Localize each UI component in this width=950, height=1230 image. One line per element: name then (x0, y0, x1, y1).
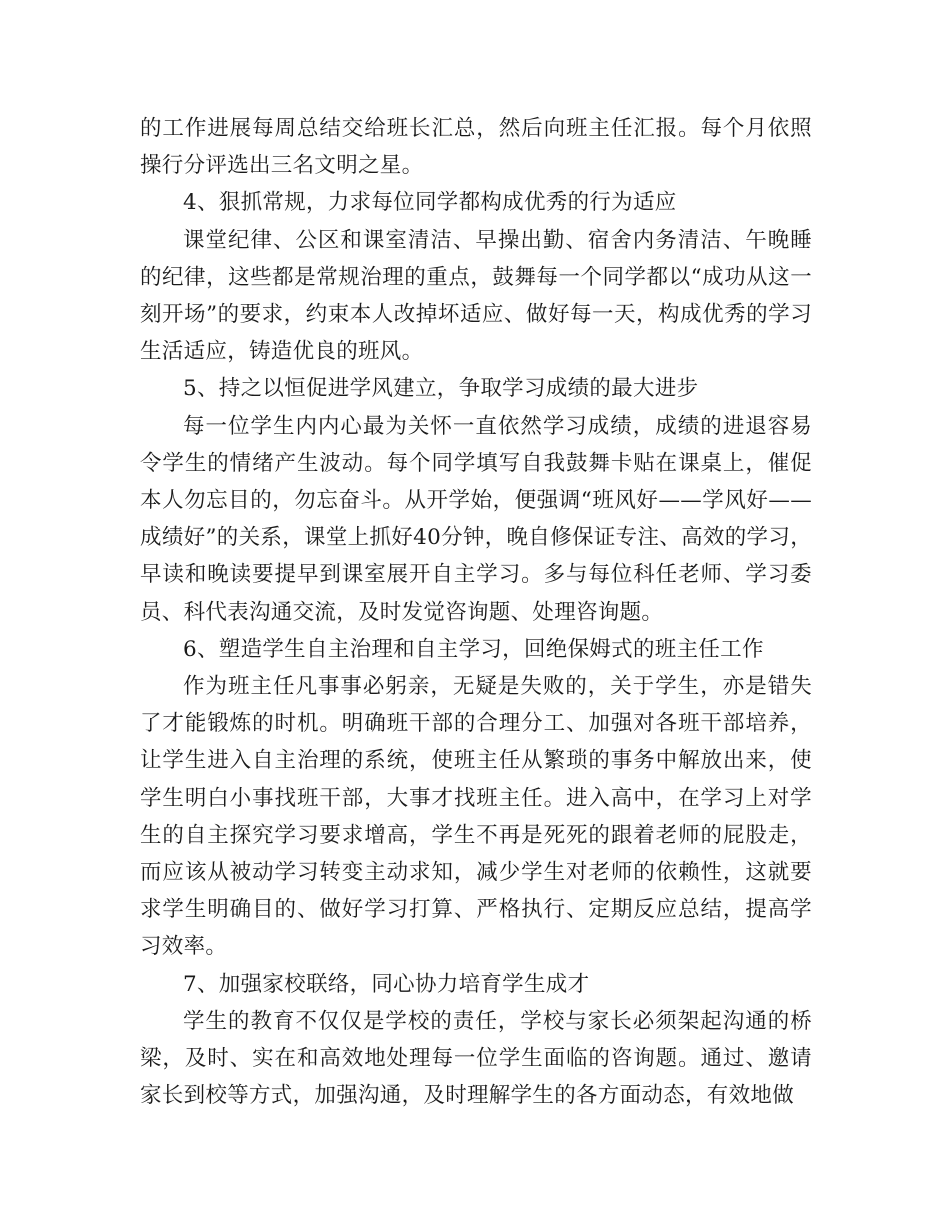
section-heading-5: 5、持之以恒促进学风建立，争取学习成绩的最大进步 (183, 376, 699, 402)
section-heading-7: 7、加强家校联络，同心协力培育学生成才 (183, 971, 590, 997)
paragraph-study-style: 每一位学生内内心最为关怀一直依然学习成绩，成绩的进退容易令学生的情绪产生波动。每个同学填写自我鼓舞卡贴在课桌上，催促本人勿忘目的，勿忘奋斗。从开学始，便强调“班风好——学风好——成绩好”的关系，课堂上抓好40分钟，晚自修保证专注、高效的学习，早读和晚读要提早到课室展开自主学习。多与每位科任老师、学习委员、科代表沟通交流，及时发觉咨询题、处理咨询题。 (140, 413, 812, 625)
paragraph-routine-discipline: 课堂纪律、公区和课室清洁、早操出勤、宿舍内务清洁、午晚睡的纪律，这些都是常规治理的重点，鼓舞每一个同学都以“成功从这一刻开场”的要求，约束本人改掉坏适应、做好每一天，构成优秀的学习生活适应，铸造优良的班风。 (140, 227, 812, 365)
section-heading-6: 6、塑造学生自主治理和自主学习，回绝保姆式的班主任工作 (183, 636, 764, 662)
paragraph-self-management: 作为班主任凡事事必躬亲，无疑是失败的，关于学生，亦是错失了才能锻炼的时机。明确班干部的合理分工、加强对各班干部培养，让学生进入自主治理的系统，使班主任从繁琐的事务中解放出来，使学生明白小事找班干部，大事才找班主任。进入高中，在学习上对学生的自主探究学习要求增高，学生不再是死死的跟着老师的屁股走，而应该从被动学习转变主动求知，减少学生对老师的依赖性，这就要求学生明确目的、做好学习打算、严格执行、定期反应总结，提高学习效率。 (140, 674, 812, 960)
section-heading-4: 4、狠抓常规，力求每位同学都构成优秀的行为适应 (183, 190, 677, 216)
paragraph-continuation: 的工作进展每周总结交给班长汇总，然后向班主任汇报。每个月依照操行分评选出三名文明之星。 (140, 116, 812, 179)
document-body (140, 110, 812, 1114)
paragraph-home-school: 学生的教育不仅仅是学校的责任，学校与家长必须架起沟通的桥梁，及时、实在和高效地处理每一位学生面临的咨询题。通过、邀请家长到校等方式，加强沟通，及时理解学生的各方面动态，有效地做 (140, 1008, 812, 1109)
